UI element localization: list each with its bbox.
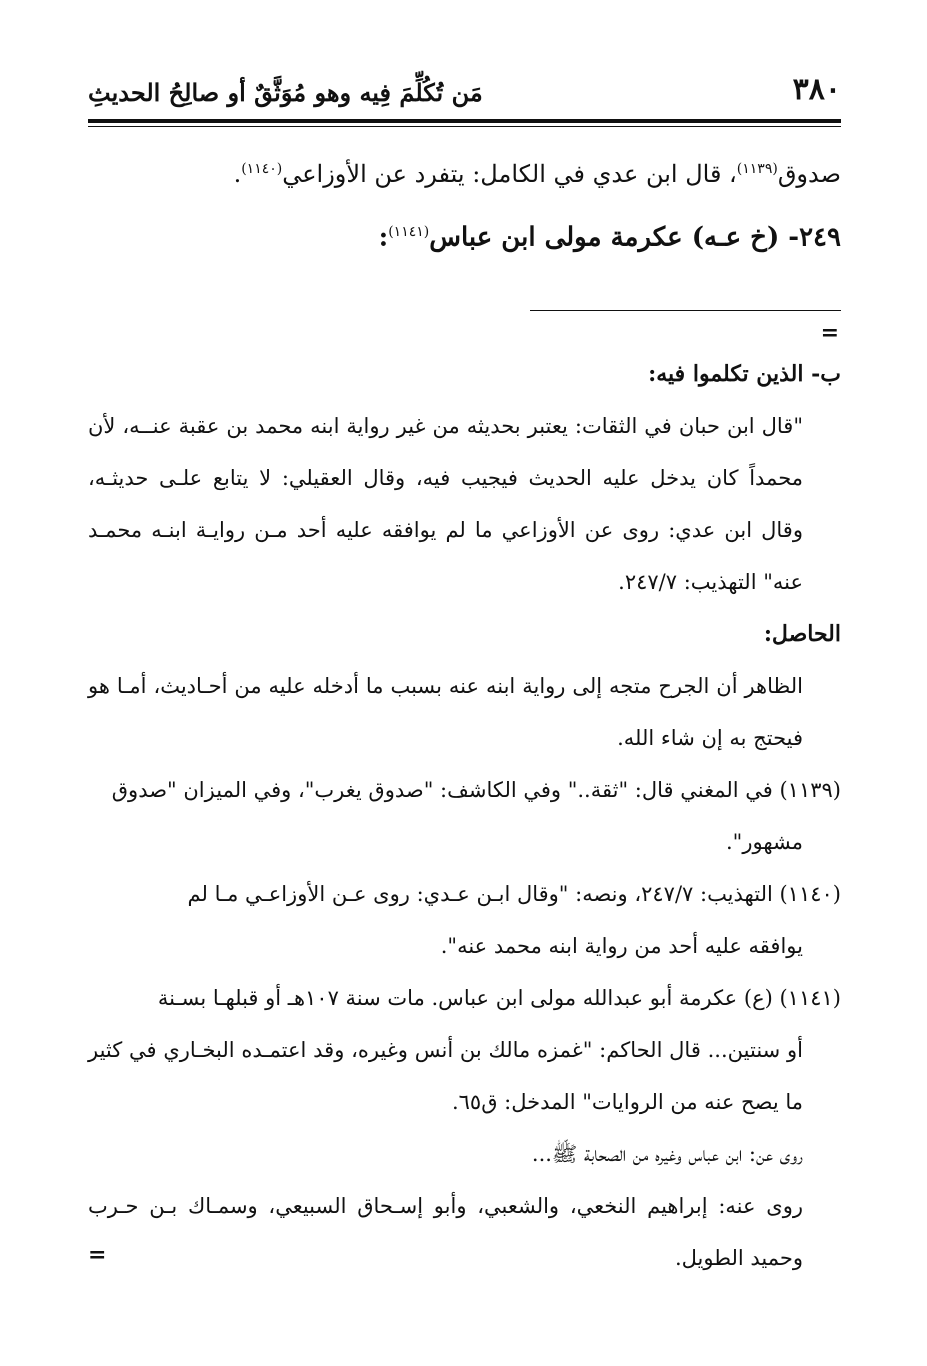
entry-heading [100,203,841,267]
main-line-1-text: ، قال ابن عدي في الكامل: يتفرد عن الأوزاعي [282,160,737,188]
quote-paragraph: "قال ابن حبان في الثقات: يعتبر بحديثه من غير رواية ابنه محمد بن عقبة عنــه، لأن محمداً كان يدخل عليه الحديث فيجيب فيه، وقال العقيلي: لا يتابع علـى حديثـه، وقال ابن عدي: روى عن الأوزاعي ما لم يوافقه عليه أحد مـن روايـة ابنـه محمـد عنه" التهذيب: ٢٤٧/٧. [88,414,803,594]
footnote-ref-1139: (١١٣٩) [736,161,778,177]
footnote-1140-first-line: (١١٤٠) التهذيب: ٢٤٧/٧، ونصه: "وقال ابـن عـدي: روى عـن الأوزاعـي مـا لم [187,882,841,906]
page-header [88,72,841,120]
narrated-by: روى عنه: إبراهيم النخعي، والشعبي، وأبو إسـحاق السبيعي، وسمـاك بـن حـرب وحميد الطويل. [88,1194,803,1270]
footnote-1141-first-line: (١١٤١) (ع) عكرمة أبو عبدالله مولى ابن عباس. مات سنة ١٠٧هـ أو قبلهـا بسـنة [157,986,841,1010]
footnote-ref-1141: (١١٤١) [388,224,430,240]
main-line-1-word: صدوق [777,160,841,188]
footnotes-section [88,348,841,1284]
section-heading: ب- الذين تكلموا فيه: [648,361,841,387]
footnote-ref-1140: (١١٤٠) [241,161,283,177]
running-title: مَن تُكُلِّمَ فِيه وهو مُوَثَّقٌ أو صالِحُ الحديثِ [88,78,483,107]
conclusion-heading: الحاصل: [763,621,841,647]
footnote-1140 [88,868,841,972]
continuation-mark: = [820,320,839,346]
conclusion-paragraph: الظاهر أن الجرح متجه إلى رواية ابنه عنه بسبب ما أدخله عليه من أحـاديث، أمـا هو فيحتج به إن شاء الله. [88,674,803,750]
end-continuation-mark: = [88,1242,107,1268]
entry-title: ٢٤٩- (خ عـه) عكرمة مولى ابن عباس [429,222,841,253]
header-rule-thick [88,119,841,123]
footnote-1139 [88,764,841,868]
footnote-1139-first-line: (١١٣٩) في المغني قال: "ثقة.." وفي الكاشف: "صدوق يغرب"، وفي الميزان "صدوق [111,778,841,802]
footnote-1139-continuation: مشهور". [726,830,803,854]
entry-end: : [378,222,389,253]
header-rule-thin [88,126,841,127]
footnote-1141 [88,972,841,1128]
footnote-1141-continuation: أو سنتين... قال الحاكم: "غمزه مالك بن أنس وغيره، وقد اعتمـده البخـاري في كثير ما يصح عنه من الروايات" المدخل: ق٦٥. [88,1038,803,1114]
footnote-1140-continuation: يوافقه عليه أحد من رواية ابنه محمد عنه". [440,934,803,958]
main-text [100,140,841,267]
narrated-from: روى عن: ابن عباس وغيره من الصحابة ﷺ... [531,1142,803,1166]
page-number: ٣٨٠ [792,72,841,107]
footnote-separator [530,310,841,311]
main-line-1-end: . [233,160,242,188]
main-line-1 [100,140,841,203]
